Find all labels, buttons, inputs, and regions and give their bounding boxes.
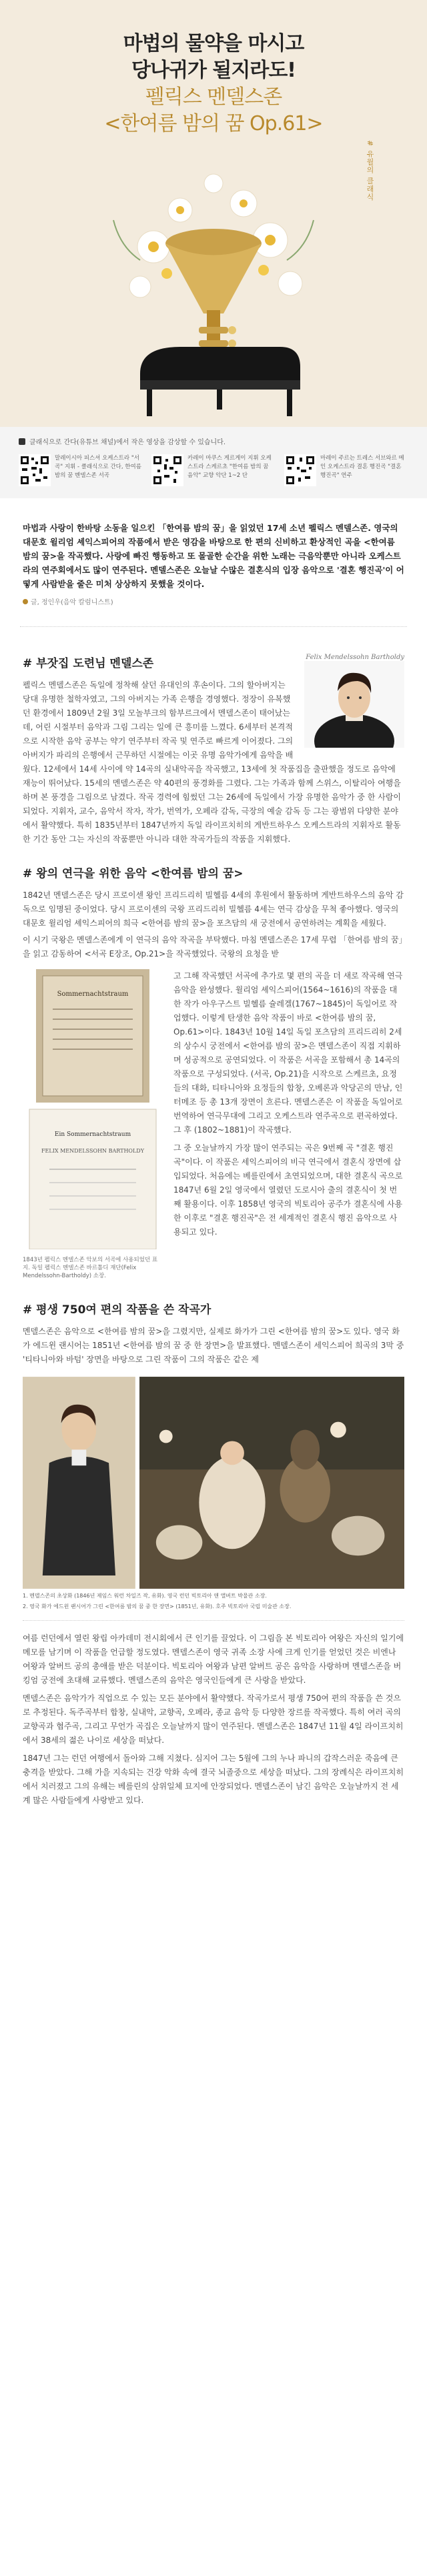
hero-title-line1: 마법의 물약을 마시고 [123, 32, 304, 55]
qr-caption-3: 마레이 주르는 트레스 서브와르 메인 오케스트라 결혼 행진곡 "결혼 행진곡" 연주 [320, 455, 404, 479]
paintings-row [23, 1376, 404, 1589]
qr-item-3[interactable] [284, 454, 408, 486]
video-info-panel [0, 427, 427, 498]
qr-code-icon[interactable] [19, 454, 51, 486]
section-3-text-2: 여름 런던에서 열린 왕립 아카데미 전시회에서 큰 인기를 끌었다. 이 그림을 본 빅토리아 여왕은 자신의 일기에 메모를 남기며 이 작품을 언급할 정도였다. 멘델스존이 영국 귀족 소장 사에 크게 인기를 얻었던 것은 비엔나 여왕과 알버트 공의 총애를 받은 덕분이다. 빅토리아 여왕과 남편 알버트 공은 음악을 사랑하며 멘델스존을 버킹엄 궁전에 초대해 교류했다. 멘델스존의 음악은 영국인들에게 큰 사랑을 받았다. [23, 1634, 404, 1685]
painting-caption-2: 2. 영국 화가 에드윈 랜시어가 그린 <한여름 밤의 꿈 중 한 장면> (1851년, 유화). 호주 빅토리아 국립 미술관 소장. [23, 1603, 292, 1609]
section-1-text: 펠릭스 멘델스존은 독일에 정착해 살던 유대인의 후손이다. 그의 할아버지는 당대 유명한 철학자였고, 그의 아버지는 가족 은행을 경영했다. 정장이 유복했던 환경에서 1809년 2월 3일 모놀부크의 함부르크에서 멘델스존이 태어났는데, 어린 시절부터 음악과 그림 그리는 일에 큰 흥미를 느꼈다. 6세부터 본격적으로 시작한 음악 공부는 약기 연주부터 작곡 및 연주로 빠르게 이어졌다. 그의 아버지가 파리의 은행에서 근무하던 시절에는 이곳 유명 음악가에게 음악을 배웠다. 12세에서 14세 사이에 약 14곡의 실내악곡을 작곡했고, 13세에 첫 작품집을 출판했을 정도로 음악에 재능이 뛰어났다. 15세의 멘델스존은 약 40편의 풍경화를 그렸다. 그는 가족과 함께 스위스, 이탈리아 여행을 하며 본 풍경을 그림으로 남겼다. 작곡 경력에 힘썼던 그는 26세에 독일에서 가장 유명한 음악가 중 한 사람이 되었다. 지휘자, 교수, 음악서 작자, 작가, 번역가, 오페라 감독, 극장의 예술 감독 등 그는 광범위 다양한 분야에서 활약했다. 특히 1835년부터 1847년까지 독일 라이프치히의 게반트하우스 오케스트라의 지휘자로 활동한 기간 동안 그는 자신의 작품뿐만 아니라 대한 작곡가들의 작품을 지휘했다. [23, 680, 401, 844]
section-midsummer-music [0, 846, 427, 1280]
hero-subtitle-work: <한여름 밤의 꿈 Op.61> [104, 112, 323, 135]
hero-section [0, 0, 427, 427]
hero-vertical-tag: # 유월의 클래식 [366, 140, 374, 201]
intro-text: 마법과 사랑이 한바탕 소동을 일으킨 「한여름 밤의 꿈」을 읽었던 17세 소년 펠릭스 멘델스존. 영국의 대문호 윌리엄 셰익스피어의 작품에서 받은 영감을 바탕으로 한 편의 신비하고 환상적인 곡을 <한여름 밤의 꿈>을 작곡했다. 사랑에 빠진 행동하고 또 몰골한 순간을 위한 노래는 극음악뿐만 아니라 오케스트라의 연주회에서도 많이 연주된다. 멘델스존은 오늘날 수많은 결혼식의 입장 음악으로 '결혼 행진곡'이 어떻게 사람받을 줄은 미처 상상하지 못했을 것이다. [23, 523, 404, 589]
author-credit [23, 596, 404, 606]
svg-text:Ein Sommernachtstraum: Ein Sommernachtstraum [54, 1131, 131, 1138]
divider [23, 1620, 404, 1621]
mendelssohn-portrait-image [304, 661, 404, 748]
info-note-text: 클래식으로 간다(유튜브 채널)에서 작은 영상을 감상할 수 있습니다. [29, 439, 226, 446]
play-icon [19, 438, 25, 445]
svg-text:FELIX MENDELSSOHN BARTHOLDY: FELIX MENDELSSOHN BARTHOLDY [41, 1148, 145, 1154]
section-3-text-4: 1847년 그는 런던 여행에서 돌아와 그해 지쳤다. 심지어 그는 5월에 그의 누나 파니의 갑작스러운 죽음에 큰 충격을 받았다. 그해 가을 지속되는 건강 악화 속에 결국 뇌졸중으로 세상을 떠났다. 그의 장례식은 라이프치히에서 치러졌고 그의 유해는 베를린의 삼위일체 묘지에 안장되었다. 멘델스존이 남긴 음악은 오늘날까지 전 세계 많은 사람들에게 사랑받고 있다. [23, 1754, 404, 1805]
signature-caption: Felix Mendelssohn Bartholdy [306, 654, 404, 661]
hero-subtitle-composer: 펠릭스 멘델스존 [145, 85, 282, 109]
section-2-text-3: 고 그해 작곡했던 서곡에 추가로 몇 편의 곡을 더 새로 작곡해 연극 음악을 완성했다. 윌리엄 셰익스피어(1564~1616)의 작품을 대한 작가 아우구스트 빌헬름 슐레겔(1767~1845)이 독일어로 작업했다. 이렇게 탄생한 음악 작품이 바로 <한여름 밤의 꿈, Op.61>이다. 1843년 10월 14일 독일 포츠담의 프리드리히 2세의 상수시 궁전에서 <한여름 밤의 꿈>은 멘델스존이 직접 지휘하며 성공적으로 공연되었다. 이 작품은 서곡을 포함해서 총 14곡의 작품으로 구성되었다. (서곡, Op.21)을 시작으로 스케르초, 요정들의 대화, 티타니아와 요정들의 합창, 오베론과 악당곤의 만남, 인터메조 등 총 13개 장면이 흐른다. 멘델스존은 이 작품을 독일어로 번역하여 연극무대에 그리고 오케스트라 연주곡으로 편곡하였다. 그 후 (1802~1881)이 작곡했다. [173, 971, 403, 1135]
qr-item-1[interactable] [19, 454, 143, 486]
info-note [19, 436, 408, 446]
section-2-text-4: 그 중 오늘날까지 가장 많이 연주되는 곡은 9번째 곡 "결혼 행진곡"이다. 이 작품은 세익스피어의 비극 연극에서 결혼식 장면에 삽입되었다. 처음에는 베를린에서 초연되었으며, 대한 결혼식 곡으로 1847년 6월 2일 영국에서 열렸던 도로시아 출의 결혼식이 첫 번째 활용이다. 이후 1858년 영국의 빅토리아 공주가 결혼식에 사용한 이후로 "결혼 행진곡"은 전 세계적인 결혼식 행진 음악으로 사용되고 있다. [173, 1143, 403, 1237]
author-credit-text: 글, 정인우(음악 칼럼니스트) [31, 599, 113, 606]
section-2-text-1: 1842년 멘델스존은 당시 프로이센 왕인 프리드리히 빌헬름 4세의 후원에서 활동하며 게반트하우스의 음악 감독으로 임명된 중이었다. 당시 프로이센의 국왕 프리드리히 빌헬름 4세는 연극 감상을 무척 좋아했다. 영국의 대문호 윌리엄 셰익스피어의 희극 <한여름 밤의 꿈>을 포츠담의 새 궁전에서 공연하려는 계획을 세웠다. [23, 890, 404, 928]
score-image-caption: 1843년 펠릭스 멘델스존 악보의 서곡에 사용되었던 표지. 독일 펠릭스 멘델스존 바르톨디 재단(Felix Mendelssohn-Bartholdy) 소장. [23, 1257, 158, 1279]
qr-row [19, 454, 408, 486]
section-2-text-2: 이 시기 국왕은 멘델스존에게 이 연극의 음악 작곡을 부탁했다. 마침 멘델스존은 17세 무렵 「한여름 밤의 꿈」을 읽고 감동하여 <서곡 E장조, Op.21>을 작곡했었다. 국왕의 요청을 받 [23, 935, 403, 958]
svg-text:Sommernachtstraum: Sommernachtstraum [57, 991, 129, 998]
portrait-column [304, 654, 404, 750]
hero-title [0, 31, 427, 137]
pen-icon [23, 599, 28, 604]
qr-caption-2: 카레이 마쿠스 게르게이 지휘 오케스트라 스케르초 "한여름 밤의 꿈 음악" 교향 악단 1~2 단 [187, 455, 272, 479]
score-cover-images [23, 969, 163, 1249]
section-2-right-column [173, 969, 404, 1280]
grand-piano-icon [140, 347, 300, 416]
hero-title-line2: 당나귀가 될지라도! [131, 59, 296, 82]
section-title-3: # 평생 750여 편의 작품을 쓴 작곡가 [23, 1303, 211, 1317]
painting-caption-1: 1. 멘델스존의 초상화 (1846년 제임스 워런 차일즈 작, 유화). 영국 런던 빅토리아 앤 앨버트 박물관 소장. [23, 1593, 267, 1599]
qr-caption-1: 말레이시아 피스셔 오케스트라 "서곡" 지휘 - 클래식으로 간다, 한여름 밤의 꿈 멘델스존 서곡 [55, 455, 141, 479]
section-750-works [0, 1280, 427, 1834]
score-images-column [23, 969, 163, 1280]
trumpet-flowers-piano-illustration [100, 147, 327, 420]
section-3-text-3: 멘델스존은 음악가가 직업으로 수 있는 모든 분야에서 활약했다. 작곡가로서 평생 750여 편의 작품을 쓴 것으로 추정된다. 독주곡부터 합창, 실내악, 교향곡, 오페라, 종교 음악 등 다양한 장르를 작곡했다. 특히 여러 곡의 교향곡과 협주곡, 그리고 무언가 곡집은 오늘날까지 많이 연주된다. 멘델스존은 1847년 11월 4일 라이프치히에서 38세의 젊은 나이로 세상을 떠났다. [23, 1694, 404, 1745]
qr-item-2[interactable] [151, 454, 276, 486]
qr-code-icon[interactable] [151, 454, 183, 486]
titania-bottom-painting-image [139, 1376, 404, 1589]
section-3-text-1: 멘델스존은 음악으로 <한여름 밤의 꿈>을 그렸지만, 실제로 화가가 그린 <한여름 밤의 꿈>도 있다. 영국 화가 에드윈 랜시어는 1851년 <한여름 밤의 꿈 중 한 장면>을 발표했다. 멘델스존이 세익스피어 희곡의 3막 중 '티타니아와 바텀' 장면을 바탕으로 그린 작품이 그의 작품은 같은 제 [23, 1327, 404, 1364]
section-title-2: # 왕의 연극을 위한 음악 <한여름 밤의 꿈> [23, 867, 244, 880]
trumpet-icon [165, 229, 262, 364]
mendelssohn-full-portrait-image [23, 1376, 135, 1589]
section-title-1: # 부잣집 도련님 멘델스존 [23, 657, 154, 670]
section-mendelssohn-bio [0, 627, 427, 846]
section-2-two-column [23, 969, 404, 1280]
qr-code-icon[interactable] [284, 454, 316, 486]
intro-section [0, 498, 427, 620]
